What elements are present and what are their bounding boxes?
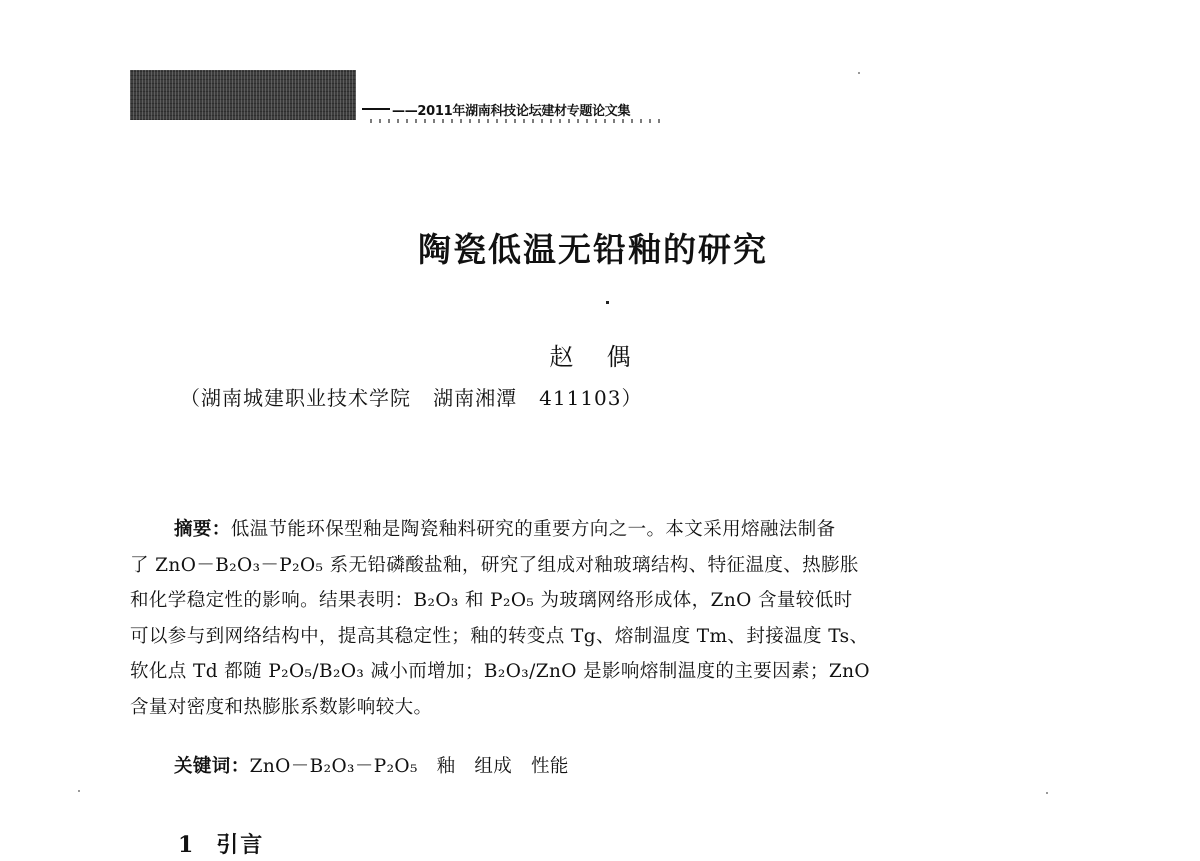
abstract-line: 了 ZnO－B₂O₃－P₂O₅ 系无铅磷酸盐釉，研究了组成对釉玻璃结构、特征温度、热膨胀 bbox=[130, 554, 859, 576]
abstract-line bbox=[130, 512, 1055, 548]
abstract bbox=[130, 512, 1055, 725]
header-dotted-line bbox=[370, 119, 660, 123]
section-number: 1 bbox=[178, 832, 194, 858]
author-affiliation: （湖南城建职业技术学院 湖南湘潭 411103） bbox=[180, 386, 643, 410]
abstract-label: 摘要： bbox=[174, 519, 231, 540]
section-title: 引言 bbox=[216, 833, 265, 858]
keywords-text: ZnO－B₂O₃－P₂O₅ 釉 组成 性能 bbox=[249, 756, 569, 777]
header-logo-block bbox=[130, 70, 356, 120]
abstract-line: 和化学稳定性的影响。结果表明：B₂O₃ 和 P₂O₅ 为玻璃网络形成体，ZnO 含量较低时 bbox=[130, 590, 853, 611]
abstract-line: 可以参与到网络结构中，提高其稳定性；釉的转变点 Tg、熔制温度 Tm、封接温度 Ts、 bbox=[130, 625, 869, 647]
author-name: 赵 偶 bbox=[549, 343, 637, 371]
stray-dot bbox=[606, 301, 609, 304]
scan-speck bbox=[858, 72, 860, 74]
section-heading bbox=[178, 828, 264, 859]
scan-speck bbox=[78, 790, 80, 792]
keywords bbox=[174, 752, 569, 778]
collection-title: ——2011年湖南科技论坛建材专题论文集 bbox=[392, 104, 631, 119]
abstract-text: 低温节能环保型釉是陶瓷釉料研究的重要方向之一。本文采用熔融法制备 bbox=[230, 519, 836, 540]
header-dash bbox=[362, 108, 390, 110]
paper-title: 陶瓷低温无铅釉的研究 bbox=[418, 230, 768, 269]
abstract-line: 软化点 Td 都随 P₂O₅/B₂O₃ 减小而增加；B₂O₃/ZnO 是影响熔制温度的主要因素；ZnO bbox=[130, 661, 870, 682]
keywords-label: 关键词： bbox=[174, 756, 250, 777]
scan-speck bbox=[1046, 792, 1048, 794]
abstract-line: 含量对密度和热膨胀系数影响较大。 bbox=[130, 696, 433, 718]
